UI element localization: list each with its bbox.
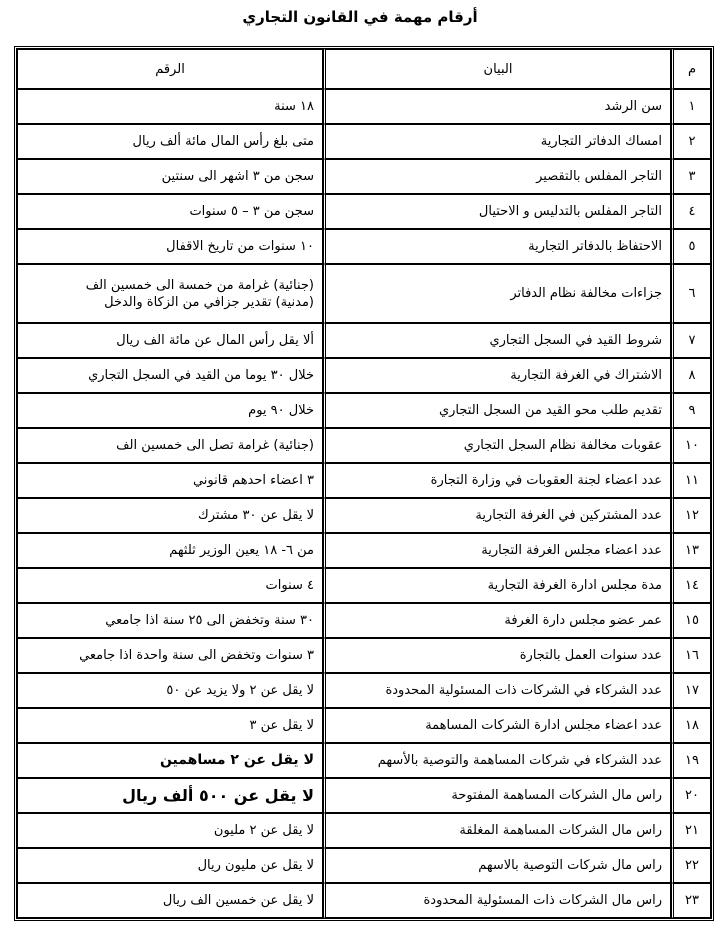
row-value: (جنائية) غرامة تصل الى خمسين الف <box>17 428 323 463</box>
table-row <box>17 264 711 323</box>
table-row <box>17 89 711 124</box>
row-item: عدد اعضاء مجلس ادارة الشركات المساهمة <box>323 708 671 743</box>
row-number: ٩ <box>671 393 711 428</box>
row-value: لا يقل عن ٢ ولا يزيد عن ٥٠ <box>17 673 323 708</box>
row-number: ٢٢ <box>671 848 711 883</box>
row-value: ١٨ سنة <box>17 89 323 124</box>
row-number: ١٢ <box>671 498 711 533</box>
table-row <box>17 358 711 393</box>
row-number: ١٥ <box>671 603 711 638</box>
table-row <box>17 159 711 194</box>
header-item: البيان <box>323 49 671 89</box>
table-row <box>17 743 711 778</box>
row-value: لا يقل عن ٢ مليون <box>17 813 323 848</box>
row-item: عدد اعضاء لجنة العقوبات في وزارة التجارة <box>323 463 671 498</box>
row-item: مدة مجلس ادارة الغرفة التجارية <box>323 568 671 603</box>
row-number: ١١ <box>671 463 711 498</box>
table-header-row <box>17 49 711 89</box>
row-item: التاجر المفلس بالتقصير <box>323 159 671 194</box>
row-number: ٨ <box>671 358 711 393</box>
row-item: عمر عضو مجلس دارة الغرفة <box>323 603 671 638</box>
table-row <box>17 708 711 743</box>
row-item: راس مال الشركات المساهمة المغلقة <box>323 813 671 848</box>
row-number: ٦ <box>671 264 711 323</box>
row-value: لا يقل عن ٢ مساهمين <box>17 743 323 778</box>
table-row <box>17 428 711 463</box>
table-row <box>17 883 711 918</box>
row-number: ٢١ <box>671 813 711 848</box>
row-value-line: (مدنية) تقدير جزافي من الزكاة والدخل <box>104 294 314 310</box>
table-row <box>17 638 711 673</box>
row-item: شروط القيد في السجل التجاري <box>323 323 671 358</box>
row-number: ١٩ <box>671 743 711 778</box>
row-item: عدد الشركاء في الشركات ذات المسئولية المحدودة <box>323 673 671 708</box>
header-num: م <box>671 49 711 89</box>
row-number: ١٨ <box>671 708 711 743</box>
table-row <box>17 124 711 159</box>
row-item: عدد سنوات العمل بالتجارة <box>323 638 671 673</box>
row-value: لا يقل عن مليون ريال <box>17 848 323 883</box>
row-value: ٣٠ سنة وتخفض الى ٢٥ سنة اذا جامعي <box>17 603 323 638</box>
row-item: التاجر المفلس بالتدليس و الاحتيال <box>323 194 671 229</box>
row-number: ١٠ <box>671 428 711 463</box>
row-value: لا يقل عن خمسين الف ريال <box>17 883 323 918</box>
row-item: عدد الشركاء في شركات المساهمة والتوصية بالأسهم <box>323 743 671 778</box>
row-item: راس مال الشركات ذات المسئولية المحدودة <box>323 883 671 918</box>
row-value: ١٠ سنوات من تاريخ الاقفال <box>17 229 323 264</box>
row-value: ٣ اعضاء احدهم قانوني <box>17 463 323 498</box>
row-item: امساك الدفاتر التجارية <box>323 124 671 159</box>
row-value: لا يقل عن ٣٠ مشترك <box>17 498 323 533</box>
table-row <box>17 568 711 603</box>
row-value: لا يقل عن ٥٠٠ ألف ريال <box>17 778 323 813</box>
table-row <box>17 229 711 264</box>
row-number: ٤ <box>671 194 711 229</box>
row-value: ٤ سنوات <box>17 568 323 603</box>
row-number: ٧ <box>671 323 711 358</box>
row-number: ٥ <box>671 229 711 264</box>
row-value: ٣ سنوات وتخفض الى سنة واحدة اذا جامعي <box>17 638 323 673</box>
row-value: لا يقل عن ٣ <box>17 708 323 743</box>
row-value: من ٦- ١٨ يعين الوزير ثلثهم <box>17 533 323 568</box>
table-row <box>17 463 711 498</box>
row-value-line: (جنائية) غرامة من خمسة الى خمسين الف <box>85 277 314 293</box>
row-number: ٣ <box>671 159 711 194</box>
row-number: ١٦ <box>671 638 711 673</box>
row-item: جزاءات مخالفة نظام الدفاتر <box>323 264 671 323</box>
row-number: ١٤ <box>671 568 711 603</box>
header-value: الرقم <box>17 49 323 89</box>
row-number: ١٣ <box>671 533 711 568</box>
row-value: ألا يقل رأس المال عن مائة الف ريال <box>17 323 323 358</box>
table-row <box>17 323 711 358</box>
row-number: ١٧ <box>671 673 711 708</box>
row-value: خلال ٩٠ يوم <box>17 393 323 428</box>
row-value-multiline <box>17 264 323 323</box>
page-title: أرقام مهمة في القانون التجاري <box>242 8 478 26</box>
row-item: راس مال شركات التوصية بالاسهم <box>323 848 671 883</box>
row-item: عقوبات مخالفة نظام السجل التجاري <box>323 428 671 463</box>
row-number: ٢ <box>671 124 711 159</box>
row-value: سجن من ٣ اشهر الى سنتين <box>17 159 323 194</box>
table-row <box>17 393 711 428</box>
row-item: سن الرشد <box>323 89 671 124</box>
table-row <box>17 498 711 533</box>
row-number: ٢٣ <box>671 883 711 918</box>
row-number: ٢٠ <box>671 778 711 813</box>
row-item: الاشتراك في الغرفة التجارية <box>323 358 671 393</box>
row-value: متى بلغ رأس المال مائة ألف ريال <box>17 124 323 159</box>
table-row <box>17 813 711 848</box>
row-value: خلال ٣٠ يوما من القيد في السجل التجاري <box>17 358 323 393</box>
numbers-table <box>14 46 714 921</box>
row-item: تقديم طلب محو القيد من السجل التجاري <box>323 393 671 428</box>
row-item: الاحتفاظ بالدفاتر التجارية <box>323 229 671 264</box>
row-item: عدد المشتركين في الغرفة التجارية <box>323 498 671 533</box>
table-row <box>17 848 711 883</box>
table-row <box>17 778 711 813</box>
table-row <box>17 673 711 708</box>
table-row <box>17 533 711 568</box>
table-row <box>17 603 711 638</box>
table-row <box>17 194 711 229</box>
row-value: سجن من ٣ – ٥ سنوات <box>17 194 323 229</box>
row-item: عدد اعضاء مجلس الغرفة التجارية <box>323 533 671 568</box>
row-number: ١ <box>671 89 711 124</box>
row-item: راس مال الشركات المساهمة المفتوحة <box>323 778 671 813</box>
